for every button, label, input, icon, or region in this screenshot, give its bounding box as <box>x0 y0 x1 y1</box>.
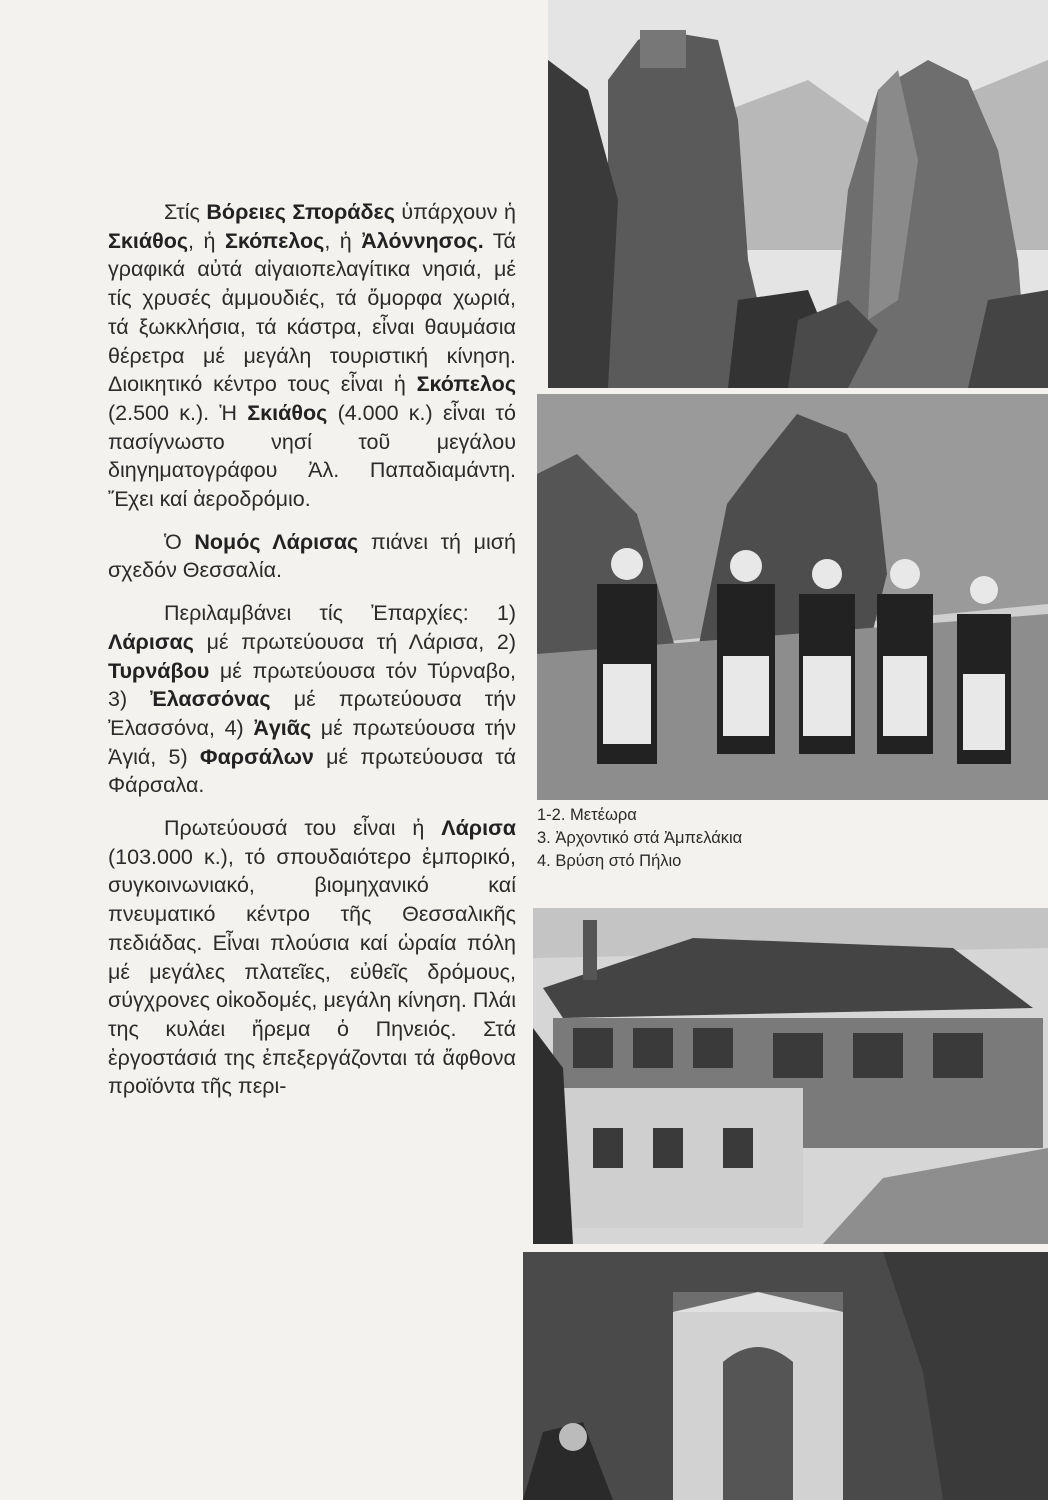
photo-dancers <box>537 394 1048 800</box>
photo-captions <box>537 804 857 873</box>
bold-term: Φαρσάλων <box>199 744 314 769</box>
text-run: (2.500 κ.). Ἡ <box>108 400 248 425</box>
text-run: ὑπάρχουν ἡ <box>394 200 516 224</box>
bold-term: Ἐλασσόνας <box>150 687 271 712</box>
bold-term: Σκιάθος <box>108 228 189 253</box>
bold-term: Ἀλόννησος. <box>361 228 484 253</box>
photo-meteora-rocks <box>548 0 1048 388</box>
caption-ambelakia: 3. Ἀρχοντικό στά Ἀμπελάκια <box>537 829 743 847</box>
photo-ambelakia-mansion <box>533 908 1048 1244</box>
bold-term: Νομός Λάρισας <box>194 529 359 554</box>
paragraph-larisa-city <box>108 814 516 1101</box>
paragraph-larisa-prefecture <box>108 528 516 585</box>
paragraph-provinces <box>108 599 516 800</box>
caption-pelion: 4. Βρύση στό Πήλιο <box>537 852 682 870</box>
bold-term: Σκόπελος <box>224 228 325 253</box>
text-run: Στίς <box>164 200 207 224</box>
text-run: μέ πρωτεύουσα τόν Τύρναβο, 3) <box>108 658 516 712</box>
text-run: Τά γραφικά αὐτά αἰγαιοπελαγίτικα νησιά, μέ τίς χρυσές ἀμμουδιές, τά ὄμορφα χωριά, τά ξωκκλήσια, τά κάστρα, εἶναι θαυμάσια θέρετρα μέ μεγάλη τουριστική κίνηση. Διοικητικό κέντρο τους εἶναι ἡ <box>108 228 516 397</box>
bold-term: Ἀγιᾶς <box>253 715 312 740</box>
text-run: , ἡ <box>324 228 362 253</box>
text-run: μέ πρωτεύουσα τήν Ἐλασσόνα, 4) <box>108 687 516 740</box>
bold-term: Τυρνάβου <box>108 658 210 683</box>
text-run: πιάνει τή μισή σχεδόν Θεσσαλία. <box>108 529 516 583</box>
text-run: μέ πρωτεύουσα τή Λάρισα, 2) <box>193 629 516 654</box>
bold-term: Σκόπελος <box>416 372 516 397</box>
text-run: Πρωτεύουσά του εἶναι ἡ <box>164 816 442 841</box>
text-run: μέ πρωτεύουσα τήν Ἁγιά, 5) <box>108 715 517 769</box>
text-run: Ὁ <box>164 529 195 554</box>
text-run: (103.000 κ.), τό σπουδαιότερο ἐμπορικό, συγκοινωνιακό, βιομηχανικό καί πνευματικό κέντρο τῆς Θεσσαλικῆς πεδιάδας. Εἶναι πλούσια καί ὡραία πόλη μέ μεγάλες πλατεῖες, εὐθεῖς δρόμους, σύγχρονες οἰκοδομές, μεγάλη κίνηση. Πλάι της κυλάει ἤρεμα ὁ Πηνειός. Στά ἐργοστάσιά της ἐπεξεργάζονται τά ἄφθονα προϊόντα τῆς περι- <box>108 844 516 1099</box>
text-run: , ἡ <box>188 228 225 253</box>
photo-pelion-fountain <box>523 1252 1048 1500</box>
text-run: μέ πρωτεύουσα τά Φάρσαλα. <box>108 744 516 798</box>
body-text <box>108 198 516 1115</box>
bold-term: Λάρισας <box>108 629 194 654</box>
caption-meteora: 1-2. Μετέωρα <box>537 806 637 824</box>
bold-term: Βόρειες Σποράδες <box>206 200 395 224</box>
paragraph-sporades <box>108 198 516 514</box>
bold-term: Λάρισα <box>441 816 516 841</box>
text-run: (4.000 κ.) εἶναι τό πασίγνωστο νησί τοῦ μεγάλου διηγηματογράφου Ἀλ. Παπαδιαμάντη. Ἔχει καί ἀεροδρόμιο. <box>108 400 516 512</box>
text-run: Περιλαμβάνει τίς Ἐπαρχίες: 1) <box>164 601 516 626</box>
bold-term: Σκιάθος <box>247 400 328 425</box>
